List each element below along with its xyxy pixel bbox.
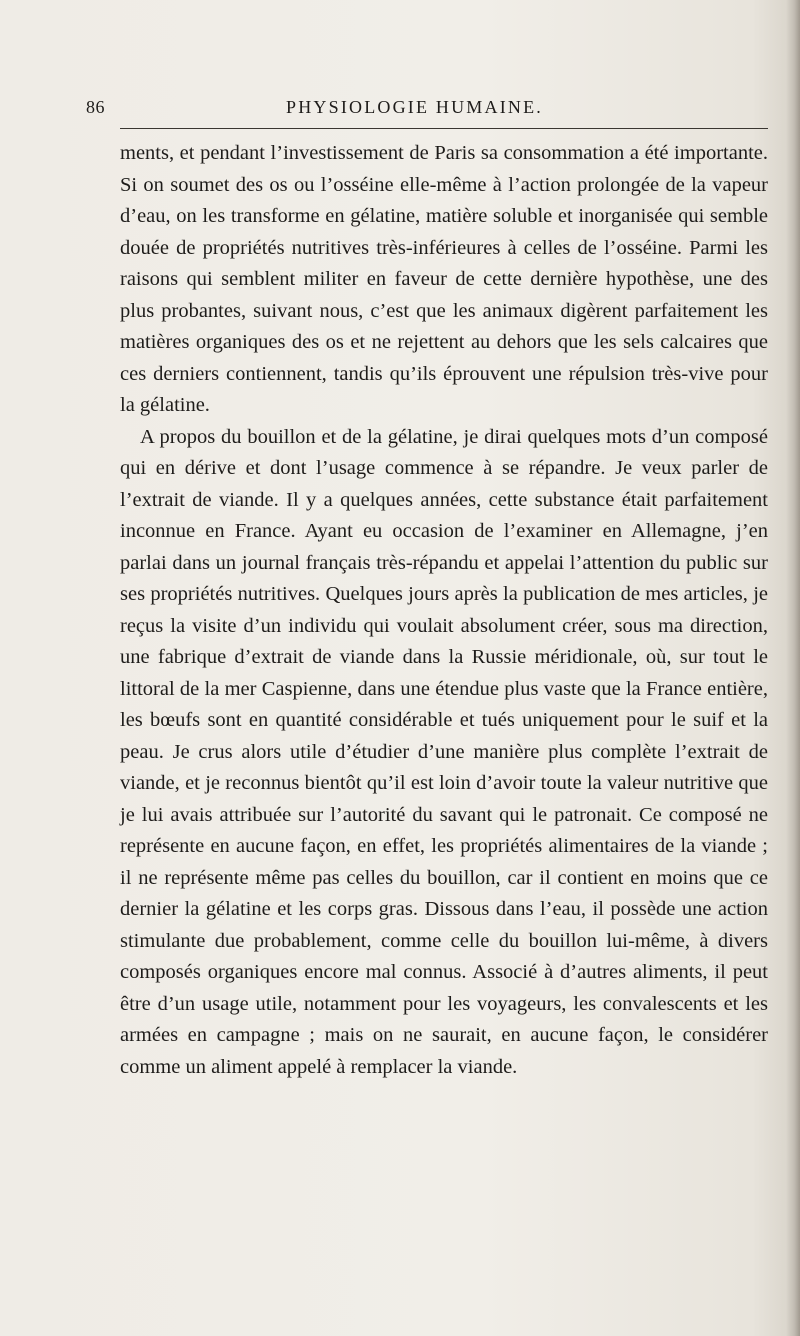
body-text [120, 138, 768, 1083]
page-number: 86 [86, 97, 105, 117]
paragraph: ments, et pendant l’investissement de Paris sa consommation a été importante. Si on soumet des os ou l’osséine elle-même à l’action prolongée de la vapeur d’eau, on les transforme en gélatine, matière soluble et inorganisée qui semble douée de propriétés nutritives très-inférieures à celles de l’osséine. Parmi les raisons qui semblent militer en faveur de cette dernière hypothèse, une des plus probantes, suivant nous, c’est que les animaux digèrent parfaitement les matières organiques des os et ne rejettent au dehors que les sels calcaires que ces derniers contiennent, tandis qu’ils éprouvent une répulsion très-vive pour la gélatine. [120, 142, 768, 416]
page-edge-shadow [786, 0, 800, 1336]
page-header [86, 97, 772, 123]
running-head: PHYSIOLOGIE HUMAINE. [286, 97, 543, 117]
header-rule [120, 128, 768, 129]
paragraph: A propos du bouillon et de la gélatine, je dirai quelques mots d’un composé qui en dérive et dont l’usage commence à se répandre. Je veux parler de l’extrait de viande. Il y a quelques années, cette substance était parfaitement inconnue en France. Ayant eu occasion de l’examiner en Allemagne, j’en parlai dans un journal français très-répandu et appelai l’attention du public sur ses propriétés nutritives. Quelques jours après la publication de mes articles, je reçus la visite d’un individu qui voulait absolument créer, sous ma direction, une fabrique d’extrait de viande dans la Russie méridionale, où, sur tout le littoral de la mer Caspienne, dans une étendue plus vaste que la France entière, les bœufs sont en quantité considérable et tués uniquement pour le suif et la peau. Je crus alors utile d’étudier d’une manière plus complète l’extrait de viande, et je reconnus bientôt qu’il est loin d’avoir toute la valeur nutritive que je lui avais attribuée sur l’autorité du savant qui le patronait. Ce composé ne représente en aucune façon, en effet, les propriétés alimentaires de la viande ; il ne représente même pas celles du bouillon, car il contient en moins que ce dernier la gélatine et les corps gras. Dissous dans l’eau, il possède une action stimulante due probablement, comme celle du bouillon lui-même, à divers composés organiques encore mal connus. Associé à d’autres aliments, il peut être d’un usage utile, notamment pour les voyageurs, les convalescents et les armées en campagne ; mais on ne saurait, en aucune façon, le considérer comme un aliment appelé à remplacer la viande. [120, 425, 768, 1078]
